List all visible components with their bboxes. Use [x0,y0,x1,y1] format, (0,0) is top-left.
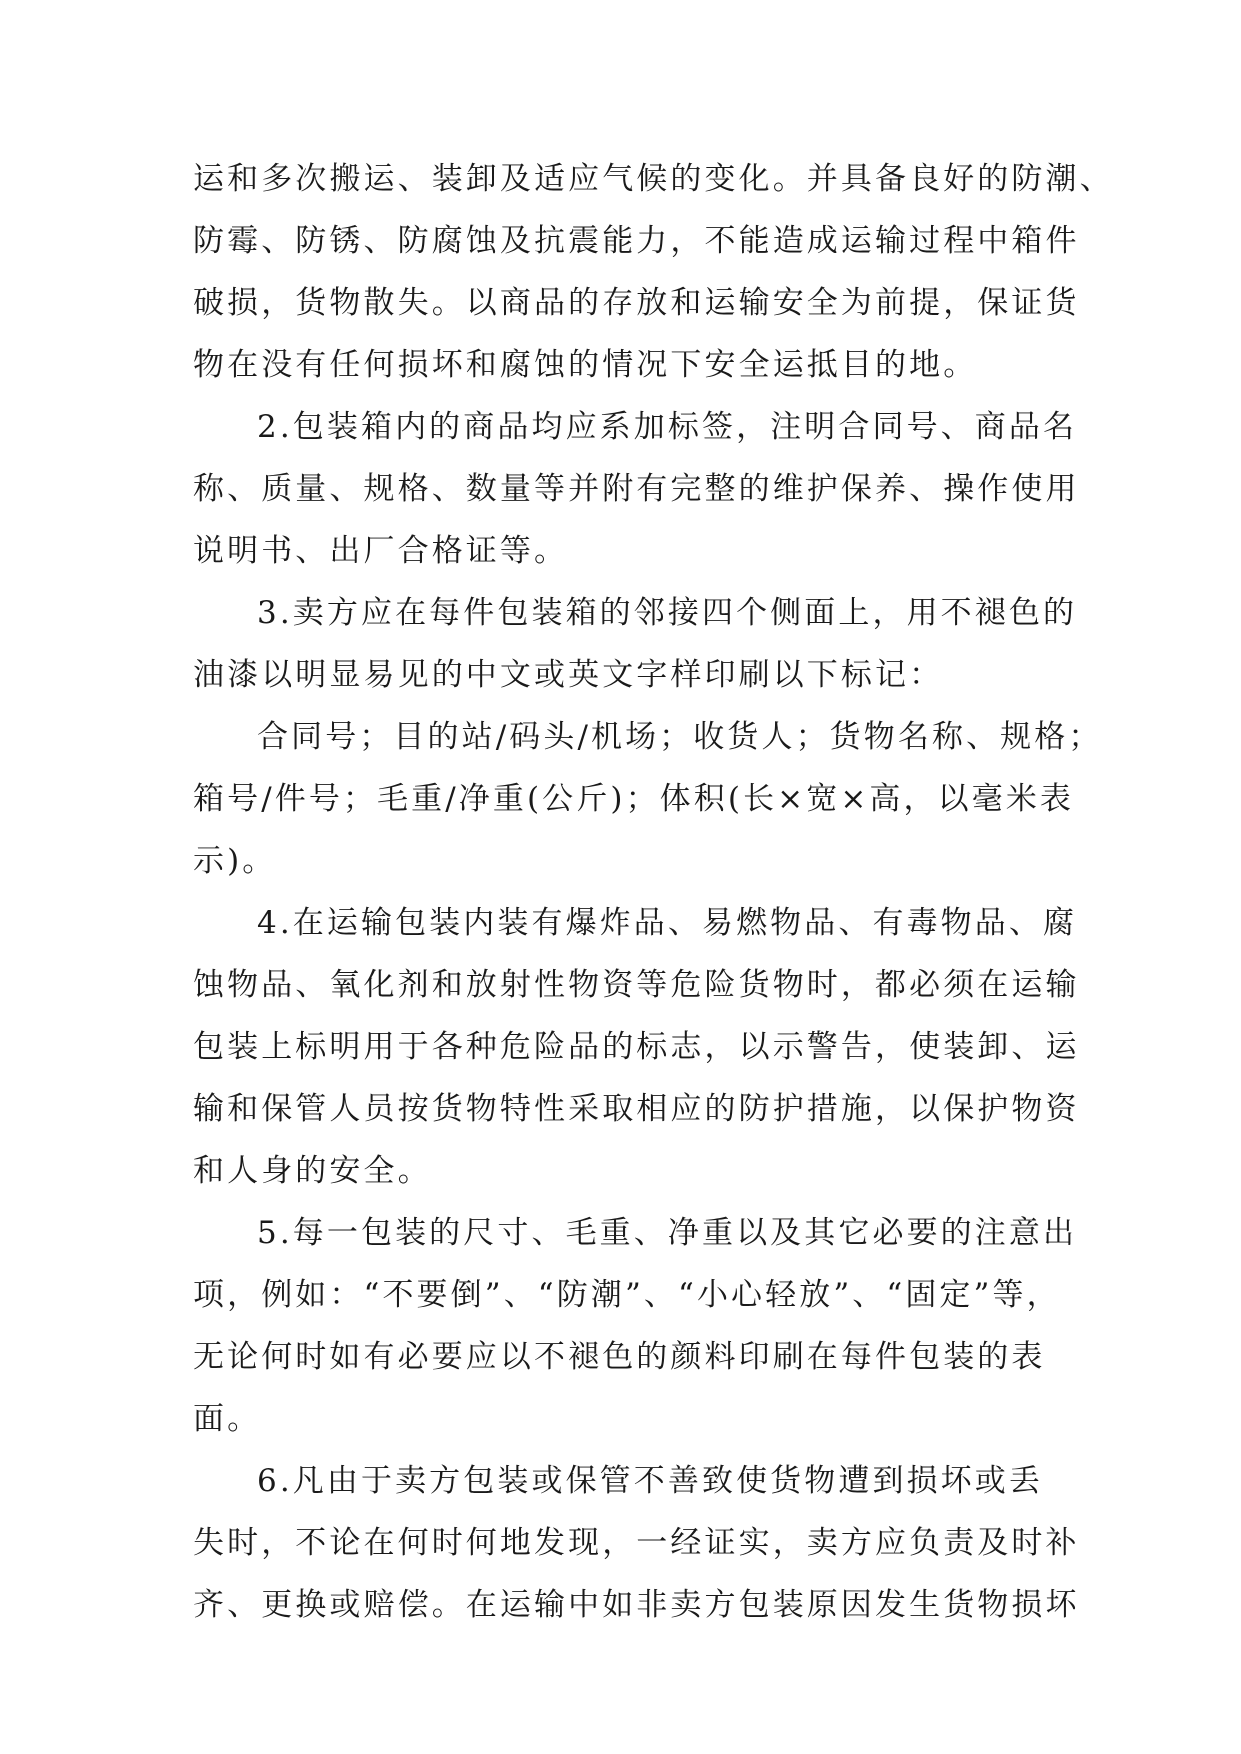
paragraph-4-start: 4.在运输包装内装有爆炸品、易燃物品、有毒物品、腐 [257,905,1078,941]
paragraph-3-start: 3.卖方应在每件包装箱的邻接四个侧面上，用不褪色的 [257,595,1078,631]
text-line: 失时，不论在何时何地发现，一经证实，卖方应负责及时补 [193,1525,1080,1561]
text-line: 面。 [193,1401,262,1437]
text-line: 油漆以明显易见的中文或英文字样印刷以下标记： [193,657,944,693]
document-body [193,148,1114,1636]
text-line: 箱号/件号；毛重/净重(公斤)；体积(长×宽×高，以毫米表 [193,781,1075,817]
text-line: 称、质量、规格、数量等并附有完整的维护保养、操作使用 [193,471,1080,507]
paragraph-2-start: 2.包装箱内的商品均应系加标签，注明合同号、商品名 [257,409,1078,445]
text-line: 示)。 [193,843,277,879]
text-line: 物在没有任何损坏和腐蚀的情况下安全运抵目的地。 [193,347,978,383]
text-line: 项，例如：“不要倒”、“防潮”、“小心轻放”、“固定”等， [193,1277,1061,1313]
text-line: 输和保管人员按货物特性采取相应的防护措施，以保护物资 [193,1091,1080,1127]
text-line: 破损，货物散失。以商品的存放和运输安全为前提，保证货 [193,285,1080,321]
text-line: 无论何时如有必要应以不褪色的颜料印刷在每件包装的表 [193,1339,1046,1375]
text-line: 包装上标明用于各种危险品的标志，以示警告，使装卸、运 [193,1029,1080,1065]
text-line: 运和多次搬运、装卸及适应气候的变化。并具备良好的防潮、 [193,161,1114,197]
text-line: 防霉、防锈、防腐蚀及抗震能力，不能造成运输过程中箱件 [193,223,1080,259]
text-line: 齐、更换或赔偿。在运输中如非卖方包装原因发生货物损坏 [193,1587,1080,1623]
marking-list-start: 合同号；目的站/码头/机场；收货人；货物名称、规格； [257,719,1103,755]
text-line: 和人身的安全。 [193,1153,432,1189]
paragraph-5-start: 5.每一包装的尺寸、毛重、净重以及其它必要的注意出 [257,1215,1078,1251]
text-line: 蚀物品、氧化剂和放射性物资等危险货物时，都必须在运输 [193,967,1080,1003]
paragraph-6-start: 6.凡由于卖方包装或保管不善致使货物遭到损坏或丢 [257,1463,1043,1499]
text-line: 说明书、出厂合格证等。 [193,533,569,569]
